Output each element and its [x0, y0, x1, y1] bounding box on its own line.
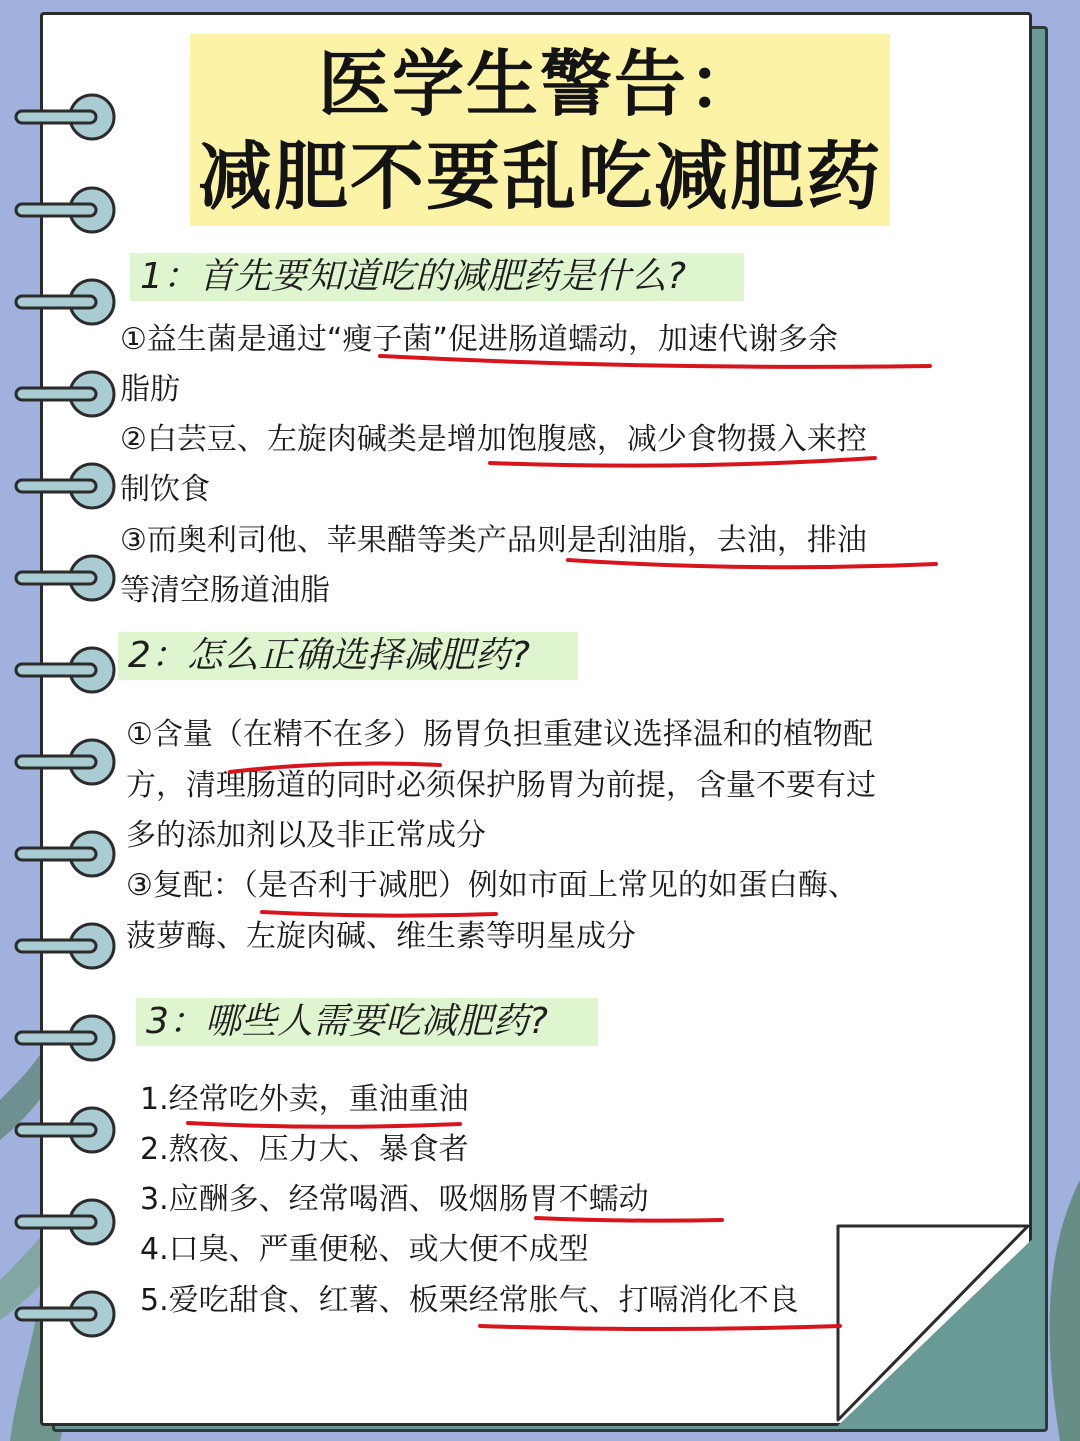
underline-stroke — [490, 458, 875, 466]
section-3-list-item: 3.应酬多、经常喝酒、吸烟肠胃不蠕动 — [140, 1182, 649, 1217]
section-2-line: 多的添加剂以及非正常成分 — [126, 818, 486, 853]
section-3-list-item: 5.爱吃甜食、红薯、板栗经常胀气、打嗝消化不良 — [140, 1283, 799, 1318]
underline-stroke — [536, 1218, 722, 1221]
page-title-line-1: 医学生警告： — [317, 42, 762, 126]
section-1-line: ①益生菌是通过“瘦子菌”促进肠道蠕动，加速代谢多余 — [120, 322, 838, 357]
section-2-line: 方，清理肠道的同时必须保护肠胃为前提，含量不要有过 — [126, 768, 876, 803]
section-1-line: 等清空肠道油脂 — [120, 573, 330, 608]
section-1-line: ③而奥利司他、苹果醋等类产品则是刮油脂，去油，排油 — [120, 523, 867, 558]
section-3-list-item: 4.口臭、严重便秘、或大便不成型 — [140, 1232, 589, 1267]
underline-stroke — [262, 912, 496, 916]
underline-stroke — [230, 764, 440, 772]
section-1-line: ②白芸豆、左旋肉碱类是增加饱腹感，减少食物摄入来控 — [120, 422, 867, 457]
underline-stroke — [480, 1326, 840, 1329]
underline-stroke — [188, 1123, 460, 1127]
section-1-line: 制饮食 — [120, 472, 210, 507]
underline-stroke — [568, 560, 936, 567]
section-1-heading: 1：首先要知道吃的减肥药是什么? — [130, 253, 744, 301]
section-1-line: 脂肪 — [120, 372, 180, 407]
section-2-heading: 2：怎么正确选择减肥药? — [118, 632, 578, 680]
page-title-line-2: 减肥不要乱吃减肥药 — [198, 134, 882, 220]
section-2-line: ③复配：（是否利于减肥）例如市面上常见的如蛋白酶、 — [126, 868, 858, 903]
section-3-heading: 3：哪些人需要吃减肥药? — [136, 998, 598, 1046]
section-3-list-item: 2.熬夜、压力大、暴食者 — [140, 1132, 469, 1167]
section-2-line: 菠萝酶、左旋肉碱、维生素等明星成分 — [126, 919, 636, 954]
section-3-list-item: 1.经常吃外卖，重油重油 — [140, 1082, 469, 1117]
underline-stroke — [380, 356, 930, 367]
section-2-line: ①含量（在精不在多）肠胃负担重建议选择温和的植物配 — [126, 717, 873, 752]
